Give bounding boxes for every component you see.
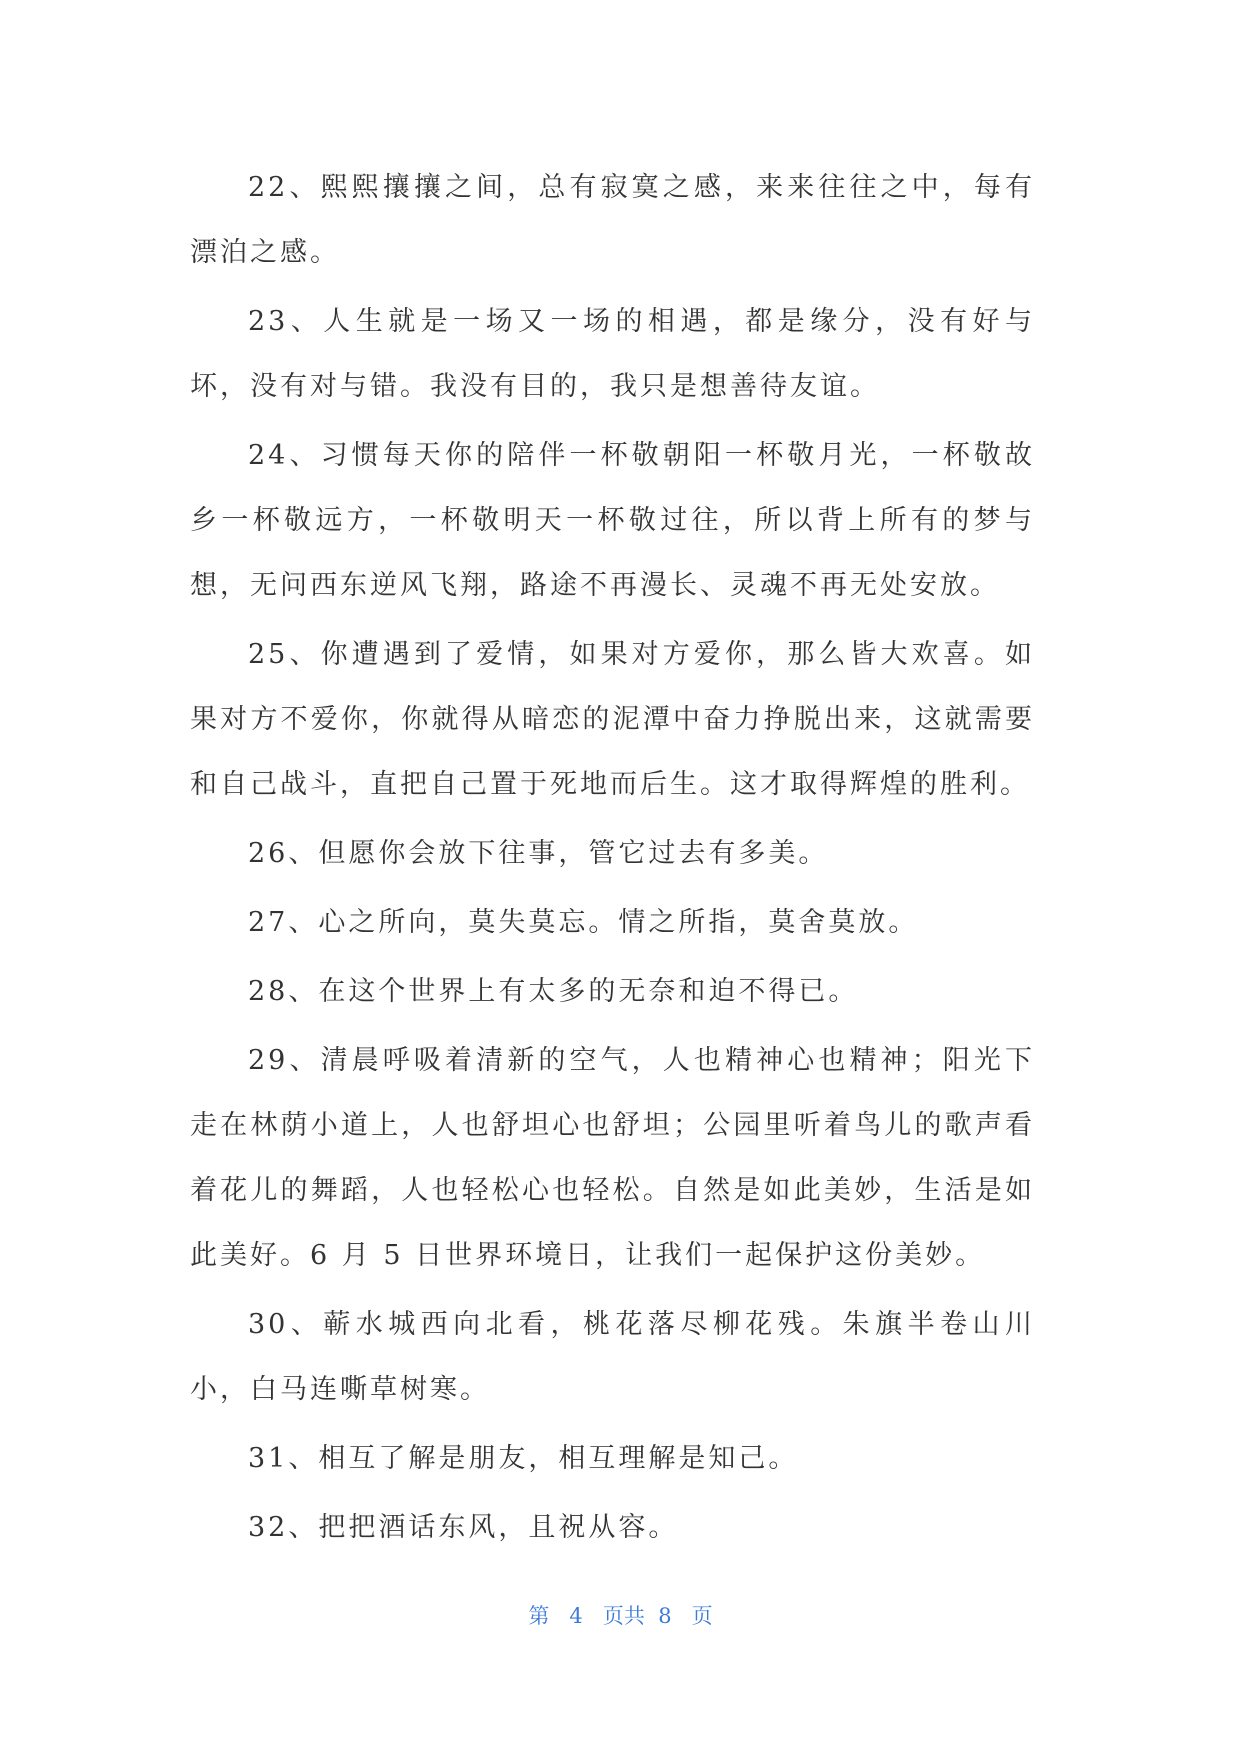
paragraph-25: 25、你遭遇到了爱情，如果对方爱你，那么皆大欢喜。如果对方不爱你，你就得从暗恋的泥潭中奋力挣脱出来，这就需要和自己战斗，直把自己置于死地而后生。这才取得辉煌的胜利。 — [190, 639, 1035, 800]
footer-current-page: 4 — [569, 1604, 583, 1628]
paragraph-31: 31、相互了解是朋友，相互理解是知己。 — [248, 1443, 799, 1474]
paragraph-30: 30、蕲水城西向北看，桃花落尽柳花残。朱旗半卷山川小，白马连嘶草树寒。 — [190, 1309, 1035, 1405]
paragraph-28: 28、在这个世界上有太多的无奈和迫不得已。 — [248, 976, 859, 1007]
paragraph-23: 23、人生就是一场又一场的相遇，都是缘分，没有好与坏，没有对与错。我没有目的，我只是想善待友谊。 — [190, 306, 1035, 402]
footer-prefix: 第 — [528, 1604, 550, 1628]
paragraph-32: 32、把把酒话东风，且祝从容。 — [248, 1512, 679, 1543]
paragraph-27: 27、心之所向，莫失莫忘。情之所指，莫舍莫放。 — [248, 907, 919, 938]
paragraph-22: 22、熙熙攘攘之间，总有寂寞之感，来来往往之中，每有漂泊之感。 — [190, 172, 1035, 268]
paragraph-26: 26、但愿你会放下往事，管它过去有多美。 — [248, 838, 829, 869]
footer-total-pages: 8 — [658, 1604, 672, 1628]
paragraph-24: 24、习惯每天你的陪伴一杯敬朝阳一杯敬月光，一杯敬故乡一杯敬远方，一杯敬明天一杯敬过往，所以背上所有的梦与想，无问西东逆风飞翔，路途不再漫长、灵魂不再无处安放。 — [190, 440, 1035, 601]
page-footer — [0, 1600, 1241, 1630]
footer-suffix: 页 — [691, 1604, 713, 1628]
document-body — [190, 155, 1035, 1564]
paragraph-29: 29、清晨呼吸着清新的空气，人也精神心也精神；阳光下走在林荫小道上，人也舒坦心也舒坦；公园里听着鸟儿的歌声看着花儿的舞蹈，人也轻松心也轻松。自然是如此美妙，生活是如此美好。6 月 5 日世界环境日，让我们一起保护这份美妙。 — [190, 1045, 1035, 1271]
footer-middle: 页共 — [602, 1604, 645, 1628]
